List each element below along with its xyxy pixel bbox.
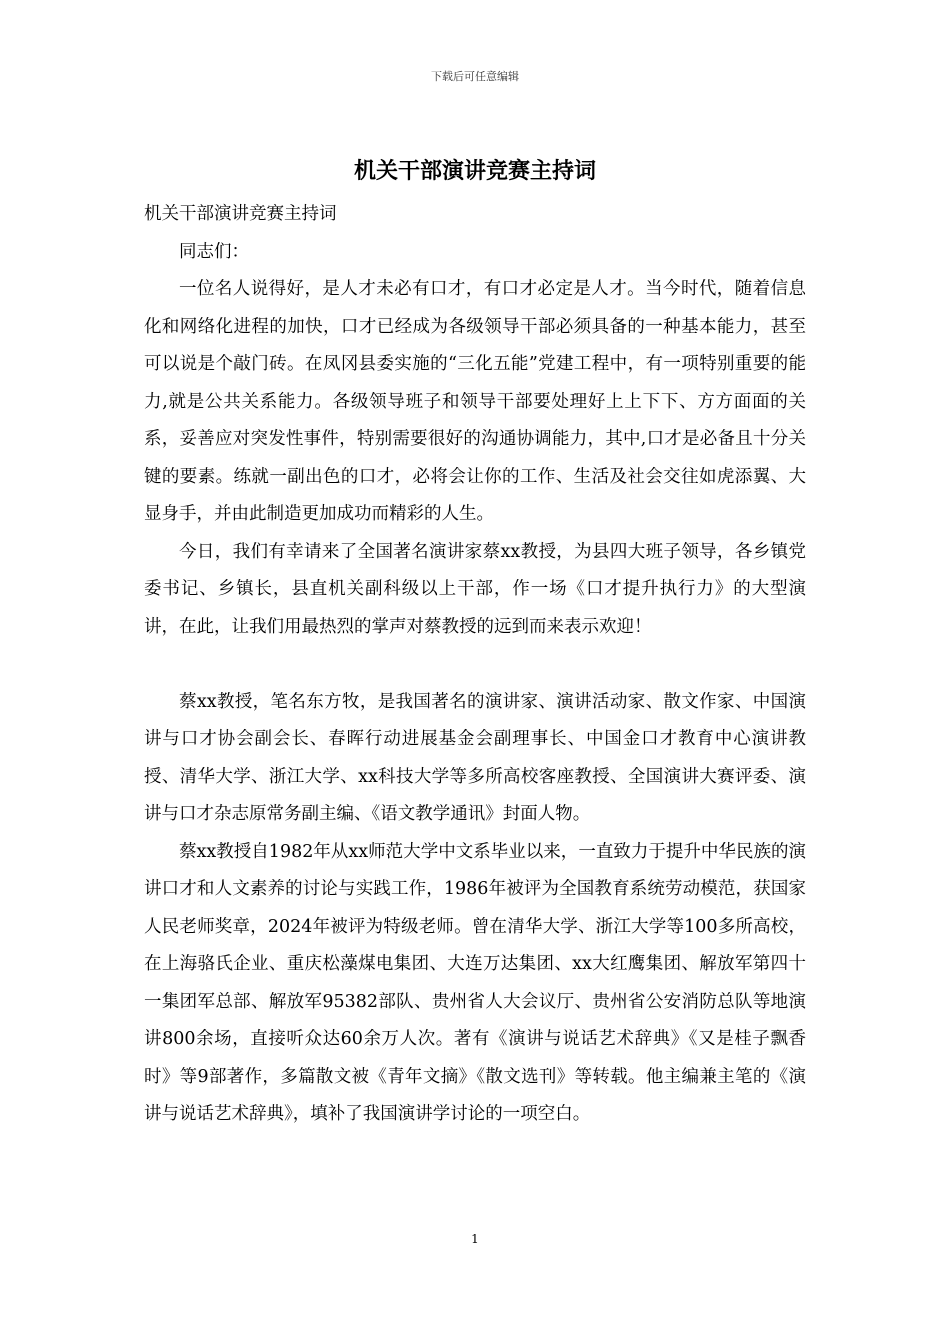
paragraph-intro: 一位名人说得好，是人才未必有口才，有口才必定是人才。当今时代，随着信息化和网络化进程的加快，口才已经成为各级领导干部必须具备的一种基本能力，甚至可以说是个敲门砖。在凤冈县委实施的“三化五能”党建工程中，有一项特别重要的能力,就是公共关系能力。各级领导班子和领导干部要处理好上上下下、方方面面的关系，妥善应对突发性事件，特别需要很好的沟通协调能力，其中,口才是必备且十分关键的要素。练就一副出色的口才，必将会让你的工作、生活及社会交往如虎添翼、大显身手，并由此制造更加成功而精彩的人生。 <box>144 279 806 524</box>
greeting: 同志们： <box>179 241 249 262</box>
blank-line <box>144 646 806 684</box>
document-body <box>144 196 806 1134</box>
paragraph-career: 蔡xx教授自1982年从xx师范大学中文系毕业以来，一直致力于提升中华民族的演讲口才和人文素养的讨论与实践工作，1986年被评为全国教育系统劳动模范，获国家人民老师奖章，2024年被评为特级老师。曾在清华大学、浙江大学等100多所高校，在上海骆氏企业、重庆松藻煤电集团、大连万达集团、xx大红鹰集团、解放军第四十一集团军总部、解放军95382部队、贵州省人大会议厅、贵州省公安消防总队等地演讲800余场，直接听众达60余万人次。著有《演讲与说话艺术辞典》《又是桂子飘香时》等9部著作，多篇散文被《青年文摘》《散文选刊》等转载。他主编兼主笔的《演讲与说话艺术辞典》，填补了我国演讲学讨论的一项空白。 <box>144 841 806 1124</box>
header-note: 下载后可任意编辑 <box>431 70 519 83</box>
paragraph-profile: 蔡xx教授，笔名东方牧，是我国著名的演讲家、演讲活动家、散文作家、中国演讲与口才协会副会长、春晖行动进展基金会副理事长、中国金口才教育中心演讲教授、清华大学、浙江大学、xx科技大学等多所高校客座教授、全国演讲大赛评委、演讲与口才杂志原常务副主编、《语文教学通讯》封面人物。 <box>144 691 806 824</box>
document-title: 机关干部演讲竞赛主持词 <box>353 158 596 184</box>
document-subtitle: 机关干部演讲竞赛主持词 <box>144 204 337 224</box>
page-number: 1 <box>471 1232 479 1246</box>
paragraph-welcome: 今日，我们有幸请来了全国著名演讲家蔡xx教授，为县四大班子领导，各乡镇党委书记、乡镇长，县直机关副科级以上干部，作一场《口才提升执行力》的大型演讲，在此，让我们用最热烈的掌声对蔡教授的远到而来表示欢迎！ <box>144 541 806 637</box>
